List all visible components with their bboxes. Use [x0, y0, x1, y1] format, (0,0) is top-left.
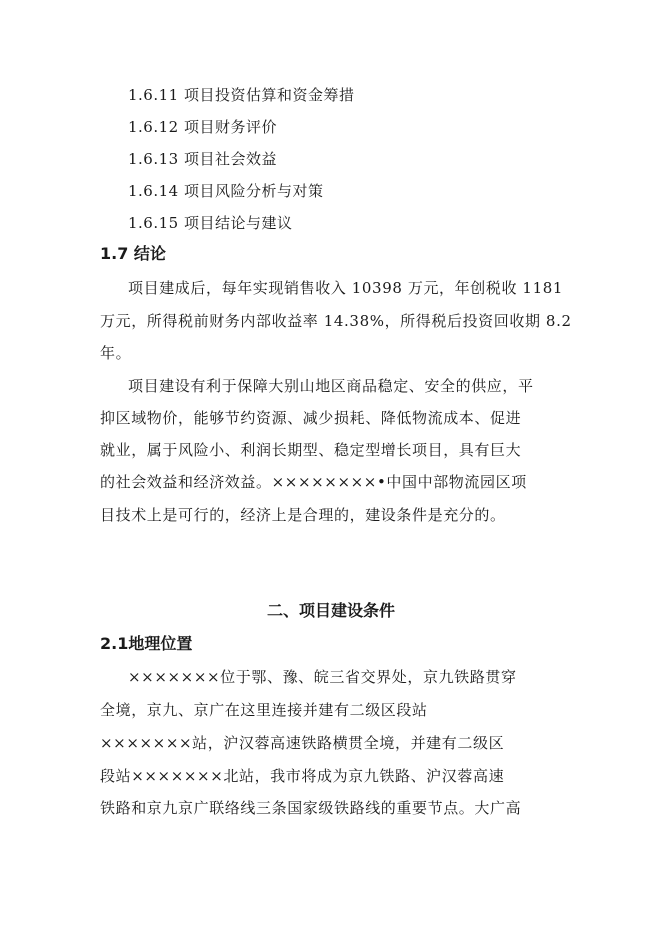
paragraph-line: ×××××××站，沪汉蓉高速铁路横贯全境，并建有二级区 — [100, 734, 505, 752]
toc-item: 1.6.14 项目风险分析与对策 — [128, 182, 324, 200]
paragraph-line: 就业，属于风险小、利润长期型、稳定型增长项目，具有巨大 — [100, 441, 522, 459]
toc-item: 1.6.12 项目财务评价 — [128, 118, 277, 136]
paragraph-line: 全境，京九、京广在这里连接并建有二级区段站 — [100, 701, 428, 719]
paragraph-line: 的社会效益和经济效益。××××××××•中国中部物流园区项 — [100, 473, 527, 491]
paragraph-line: 项目建设有利于保障大别山地区商品稳定、安全的供应，平 — [128, 377, 534, 395]
paragraph-line: 项目建成后，每年实现销售收入 10398 万元，年创税收 1181 — [128, 279, 563, 297]
paragraph-line: 铁路和京九京广联络线三条国家级铁路线的重要节点。大广高 — [100, 799, 522, 817]
paragraph-line: ×××××××位于鄂、豫、皖三省交界处，京九铁路贯穿 — [128, 668, 517, 686]
toc-item: 1.6.15 项目结论与建议 — [128, 214, 293, 232]
paragraph-line: 目技术上是可行的，经济上是合理的，建设条件是充分的。 — [100, 506, 506, 524]
paragraph-line: 万元，所得税前财务内部收益率 14.38%，所得税后投资回收期 8.2 — [100, 312, 572, 330]
toc-item: 1.6.13 项目社会效益 — [128, 150, 277, 168]
section-heading: 2.1地理位置 — [100, 634, 193, 653]
paragraph-line: 抑区域物价，能够节约资源、减少损耗、降低物流成本、促进 — [100, 409, 522, 427]
toc-item: 1.6.11 项目投资估算和资金筹措 — [128, 86, 355, 104]
paragraph-line: 年。 — [100, 344, 132, 362]
paragraph-line: 段站×××××××北站，我市将成为京九铁路、沪汉蓉高速 — [100, 767, 505, 785]
chapter-title: 二、项目建设条件 — [266, 601, 395, 620]
section-heading: 1.7 结论 — [100, 244, 166, 263]
